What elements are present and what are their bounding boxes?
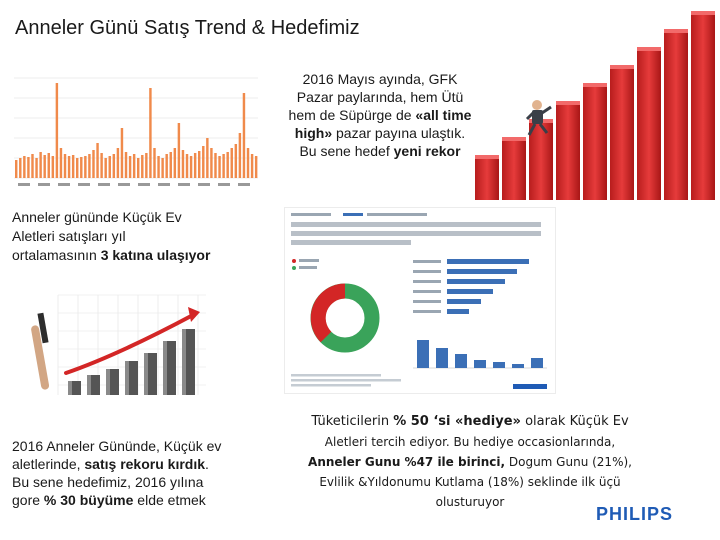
mini-bar xyxy=(76,158,78,178)
bottom-right-line: Anneler Gunu %47 ile birinci, Dogum Gunu (21%), xyxy=(308,455,632,469)
stair-bar xyxy=(610,65,634,200)
mini-bar xyxy=(68,156,70,178)
mini-bar xyxy=(80,157,82,178)
mini-tick xyxy=(58,183,70,186)
mini-bar xyxy=(72,155,74,178)
philips-logo: PHILIPS xyxy=(596,504,674,524)
mini-bar xyxy=(117,148,119,178)
mini-bar xyxy=(190,156,192,178)
bottom-right-line: Aletleri tercih ediyor. Bu hediye occasionlarında, xyxy=(324,435,616,449)
top-note-line: hem de Süpürge de «all time xyxy=(288,107,472,123)
bottom-left-line: 2016 Anneler Gününde, Küçük ev xyxy=(12,438,222,454)
report-bar xyxy=(512,364,524,368)
report-row-bar xyxy=(447,279,505,284)
mini-bar xyxy=(161,158,163,178)
report-bar xyxy=(474,360,486,368)
top-note-line: high» pazar payına ulaştık. xyxy=(294,125,466,141)
report-bar xyxy=(531,358,543,368)
bottom-left-line: gore % 30 büyüme elde etmek xyxy=(12,492,206,508)
mini-bar xyxy=(88,154,90,178)
report-row-bar xyxy=(447,259,529,264)
stair-bar xyxy=(475,155,499,200)
red-staircase-illustration xyxy=(475,5,720,200)
mini-bar xyxy=(121,128,123,178)
mini-bar xyxy=(182,150,184,178)
mini-tick xyxy=(158,183,170,186)
mini-tick xyxy=(178,183,190,186)
bottom-right-line: Evlilik &Yıldonumu Kutlama (18%) seklinde ilk üçü xyxy=(319,475,621,489)
bottom-left-line: Bu sene hedefimiz, 2016 yılına xyxy=(12,474,204,490)
stair-bar xyxy=(691,11,715,200)
mini-bar xyxy=(174,148,176,178)
stair-bar-top xyxy=(637,47,661,51)
mini-bar xyxy=(194,153,196,178)
top-note xyxy=(255,70,505,160)
rise-bar-shine xyxy=(125,361,129,395)
stair-bar-top xyxy=(691,11,715,15)
bottom-right-text xyxy=(290,412,650,512)
rise-bar-shine xyxy=(106,369,110,395)
stair-bar-top xyxy=(583,83,607,87)
stair-bar xyxy=(637,47,661,200)
report-row-label xyxy=(413,270,441,273)
page-title: Anneler Günü Satış Trend & Hedefimiz xyxy=(15,17,360,39)
rise-bar-shine xyxy=(182,329,186,395)
mini-bar xyxy=(210,148,212,178)
report-bar xyxy=(455,354,467,368)
mini-bar xyxy=(247,148,249,178)
mini-bar xyxy=(43,155,45,178)
mini-tick xyxy=(118,183,130,186)
report-row-bar xyxy=(447,299,481,304)
mini-bar xyxy=(23,156,25,178)
mid-left-line: Anneler gününde Küçük Ev xyxy=(12,209,182,225)
bottom-left-line: aletlerinde, satış rekoru kırdık. xyxy=(12,456,209,472)
mini-tick xyxy=(138,183,150,186)
mini-trend-chart xyxy=(12,70,260,192)
mini-bar xyxy=(52,156,54,178)
mini-tick xyxy=(98,183,110,186)
rise-bar-shine xyxy=(68,381,72,395)
mid-left-line: Aletleri satışları yıl xyxy=(12,228,126,244)
survey-report-thumbnail xyxy=(284,207,556,394)
mini-bar xyxy=(31,154,33,178)
mini-bar xyxy=(35,158,37,178)
mini-bar xyxy=(133,154,135,178)
mini-tick xyxy=(218,183,230,186)
mini-bar xyxy=(226,152,228,178)
stair-bar xyxy=(583,83,607,200)
mini-bar xyxy=(113,154,115,178)
report-row-label xyxy=(413,300,441,303)
mini-bar xyxy=(64,154,66,178)
report-row-bar xyxy=(447,289,493,294)
mini-bar xyxy=(19,158,21,178)
mini-bar xyxy=(178,123,180,178)
rising-graph-illustration xyxy=(28,285,208,405)
mini-bar xyxy=(100,153,102,178)
report-row-label xyxy=(413,290,441,293)
mini-bar xyxy=(198,151,200,178)
mini-bar xyxy=(165,154,167,178)
mini-bar xyxy=(96,143,98,178)
mini-tick xyxy=(238,183,250,186)
mini-bar xyxy=(231,148,233,178)
mini-bar xyxy=(48,153,50,178)
mini-bar xyxy=(186,154,188,178)
mini-tick xyxy=(38,183,50,186)
mini-bar xyxy=(202,146,204,178)
report-row-bar xyxy=(447,269,517,274)
bottom-right-line: olusturuyor xyxy=(435,495,505,509)
mini-bar xyxy=(149,88,151,178)
mini-bar xyxy=(243,93,245,178)
mini-bar xyxy=(109,156,111,178)
report-bar xyxy=(493,362,505,368)
stair-bar-top xyxy=(475,155,499,159)
mid-left-text xyxy=(12,208,272,265)
mini-tick xyxy=(198,183,210,186)
mini-bar xyxy=(222,154,224,178)
report-row-bar xyxy=(447,309,469,314)
mini-bar xyxy=(141,155,143,178)
stair-bar-top xyxy=(502,137,526,141)
mini-bar xyxy=(125,152,127,178)
mini-bar xyxy=(145,153,147,178)
mini-bar xyxy=(15,160,17,178)
mini-bar xyxy=(39,152,41,178)
mini-bar xyxy=(92,150,94,178)
mini-bar xyxy=(84,156,86,178)
bottom-right-line: Tüketicilerin % 50 ‘si «hediye» olarak Küçük Ev xyxy=(311,414,629,429)
mini-bar xyxy=(56,83,58,178)
report-bar xyxy=(417,340,429,368)
mini-bar xyxy=(170,152,172,178)
report-bar xyxy=(436,348,448,368)
report-row-label xyxy=(413,310,441,313)
mini-bar xyxy=(104,158,106,178)
mini-bar xyxy=(129,156,131,178)
stair-bar xyxy=(502,137,526,200)
stair-bar xyxy=(556,101,580,200)
mid-left-line: ortalamasının 3 katına ulaşıyor xyxy=(12,247,211,263)
stair-bar-top xyxy=(610,65,634,69)
report-row-label xyxy=(413,280,441,283)
top-note-line: Bu sene hedef yeni rekor xyxy=(299,143,461,159)
mini-bar xyxy=(239,133,241,178)
mini-bar xyxy=(157,156,159,178)
mini-tick xyxy=(78,183,90,186)
mini-bar xyxy=(218,156,220,178)
report-row-label xyxy=(413,260,441,263)
rise-bar-shine xyxy=(163,341,167,395)
stair-bar-top xyxy=(556,101,580,105)
mini-tick xyxy=(18,183,30,186)
mini-bar xyxy=(137,158,139,178)
top-note-line: Pazar paylarında, hem Ütü xyxy=(296,89,464,105)
mini-bar xyxy=(206,138,208,178)
mini-bar xyxy=(251,154,253,178)
rise-bar-shine xyxy=(144,353,148,395)
mini-bar xyxy=(60,148,62,178)
mini-bar xyxy=(235,144,237,178)
mini-bar xyxy=(27,157,29,178)
mini-bar xyxy=(153,148,155,178)
top-note-line: 2016 Mayıs ayında, GFK xyxy=(302,71,458,87)
donut-chart xyxy=(318,291,372,345)
rise-bar-shine xyxy=(87,375,91,395)
bottom-left-text xyxy=(12,437,272,509)
stair-bar xyxy=(664,29,688,200)
mini-bar xyxy=(214,153,216,178)
stair-bar-top xyxy=(664,29,688,33)
